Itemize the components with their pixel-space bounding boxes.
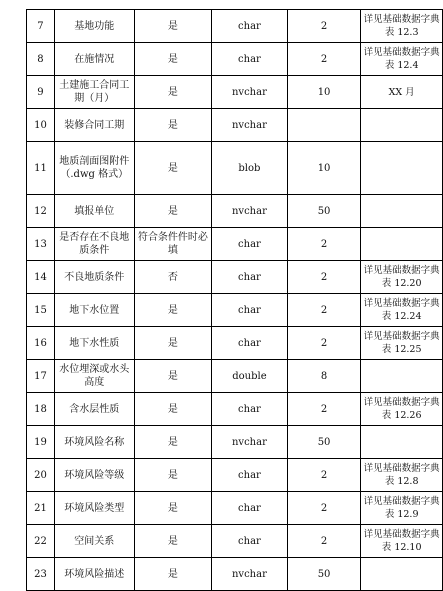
length-cell: 8 (287, 360, 361, 393)
row-number-cell: 21 (27, 492, 55, 525)
table-row (27, 393, 443, 426)
length-cell: 10 (287, 142, 361, 195)
required-cell: 是 (134, 558, 212, 591)
field-name-cell: 环境风险类型 (54, 492, 134, 525)
field-name-cell: 环境风险描述 (54, 558, 134, 591)
required-cell: 是 (134, 492, 212, 525)
table-row (27, 294, 443, 327)
data-type-cell: char (212, 525, 288, 558)
note-cell: 详见基础数据字典表 12.24 (361, 294, 443, 327)
note-cell (361, 360, 443, 393)
field-name-cell: 地下水性质 (54, 327, 134, 360)
field-name-cell: 不良地质条件 (54, 261, 134, 294)
data-type-cell: blob (212, 142, 288, 195)
length-cell: 2 (287, 294, 361, 327)
length-cell: 50 (287, 195, 361, 228)
note-cell: 详见基础数据字典表 12.10 (361, 525, 443, 558)
data-type-cell: char (212, 43, 288, 76)
table-body (27, 10, 443, 591)
required-cell: 是 (134, 195, 212, 228)
row-number-cell: 16 (27, 327, 55, 360)
required-cell: 是 (134, 43, 212, 76)
length-cell (287, 109, 361, 142)
note-cell (361, 195, 443, 228)
data-type-cell: double (212, 360, 288, 393)
row-number-cell: 15 (27, 294, 55, 327)
note-cell: 详见基础数据字典表 12.4 (361, 43, 443, 76)
data-type-cell: nvchar (212, 426, 288, 459)
required-cell: 是 (134, 360, 212, 393)
data-type-cell: nvchar (212, 109, 288, 142)
table-row (27, 261, 443, 294)
table-row (27, 76, 443, 109)
table-row (27, 492, 443, 525)
table-row (27, 525, 443, 558)
data-type-cell: nvchar (212, 195, 288, 228)
required-cell: 是 (134, 76, 212, 109)
required-cell: 是 (134, 393, 212, 426)
note-cell: 详见基础数据字典表 12.3 (361, 10, 443, 43)
field-name-cell: 环境风险等级 (54, 459, 134, 492)
note-cell: 详见基础数据字典表 12.20 (361, 261, 443, 294)
row-number-cell: 13 (27, 228, 55, 261)
table-row (27, 228, 443, 261)
field-name-cell: 空间关系 (54, 525, 134, 558)
data-type-cell: char (212, 459, 288, 492)
table-row (27, 43, 443, 76)
field-name-cell: 是否存在不良地质条件 (54, 228, 134, 261)
field-name-cell: 基地功能 (54, 10, 134, 43)
row-number-cell: 22 (27, 525, 55, 558)
row-number-cell: 19 (27, 426, 55, 459)
length-cell: 2 (287, 327, 361, 360)
required-cell: 否 (134, 261, 212, 294)
length-cell: 2 (287, 43, 361, 76)
length-cell: 2 (287, 459, 361, 492)
required-cell: 是 (134, 294, 212, 327)
row-number-cell: 23 (27, 558, 55, 591)
table-row (27, 360, 443, 393)
length-cell: 2 (287, 525, 361, 558)
data-type-cell: char (212, 228, 288, 261)
note-cell (361, 109, 443, 142)
length-cell: 2 (287, 261, 361, 294)
data-type-cell: nvchar (212, 76, 288, 109)
row-number-cell: 14 (27, 261, 55, 294)
required-cell: 是 (134, 10, 212, 43)
row-number-cell: 10 (27, 109, 55, 142)
note-cell (361, 558, 443, 591)
length-cell: 2 (287, 10, 361, 43)
field-name-cell: 土建施工合同工期（月） (54, 76, 134, 109)
required-cell: 是 (134, 142, 212, 195)
field-name-cell: 地质剖面图附件（.dwg 格式） (54, 142, 134, 195)
field-spec-table (26, 9, 443, 591)
required-cell: 是 (134, 459, 212, 492)
field-name-cell: 水位埋深或水头高度 (54, 360, 134, 393)
data-type-cell: char (212, 492, 288, 525)
required-cell: 符合条件件时必填 (134, 228, 212, 261)
length-cell: 2 (287, 393, 361, 426)
data-type-cell: char (212, 10, 288, 43)
note-cell: 详见基础数据字典表 12.25 (361, 327, 443, 360)
row-number-cell: 18 (27, 393, 55, 426)
row-number-cell: 9 (27, 76, 55, 109)
row-number-cell: 11 (27, 142, 55, 195)
note-cell: XX 月 (361, 76, 443, 109)
row-number-cell: 8 (27, 43, 55, 76)
field-name-cell: 含水层性质 (54, 393, 134, 426)
required-cell: 是 (134, 327, 212, 360)
field-name-cell: 在施情况 (54, 43, 134, 76)
data-type-cell: nvchar (212, 558, 288, 591)
row-number-cell: 20 (27, 459, 55, 492)
data-type-cell: char (212, 393, 288, 426)
note-cell: 详见基础数据字典表 12.8 (361, 459, 443, 492)
row-number-cell: 12 (27, 195, 55, 228)
field-name-cell: 装修合同工期 (54, 109, 134, 142)
table-row (27, 142, 443, 195)
field-name-cell: 环境风险名称 (54, 426, 134, 459)
required-cell: 是 (134, 525, 212, 558)
table-row (27, 558, 443, 591)
field-name-cell: 填报单位 (54, 195, 134, 228)
data-type-cell: char (212, 261, 288, 294)
length-cell: 50 (287, 426, 361, 459)
field-name-cell: 地下水位置 (54, 294, 134, 327)
table-row (27, 109, 443, 142)
required-cell: 是 (134, 109, 212, 142)
table-row (27, 195, 443, 228)
length-cell: 50 (287, 558, 361, 591)
note-cell (361, 228, 443, 261)
note-cell (361, 426, 443, 459)
data-type-cell: char (212, 327, 288, 360)
note-cell: 详见基础数据字典表 12.26 (361, 393, 443, 426)
row-number-cell: 17 (27, 360, 55, 393)
length-cell: 2 (287, 228, 361, 261)
data-type-cell: char (212, 294, 288, 327)
note-cell (361, 142, 443, 195)
required-cell: 是 (134, 426, 212, 459)
length-cell: 10 (287, 76, 361, 109)
table-row (27, 459, 443, 492)
length-cell: 2 (287, 492, 361, 525)
table-row (27, 426, 443, 459)
table-row (27, 10, 443, 43)
row-number-cell: 7 (27, 10, 55, 43)
table-row (27, 327, 443, 360)
note-cell: 详见基础数据字典表 12.9 (361, 492, 443, 525)
